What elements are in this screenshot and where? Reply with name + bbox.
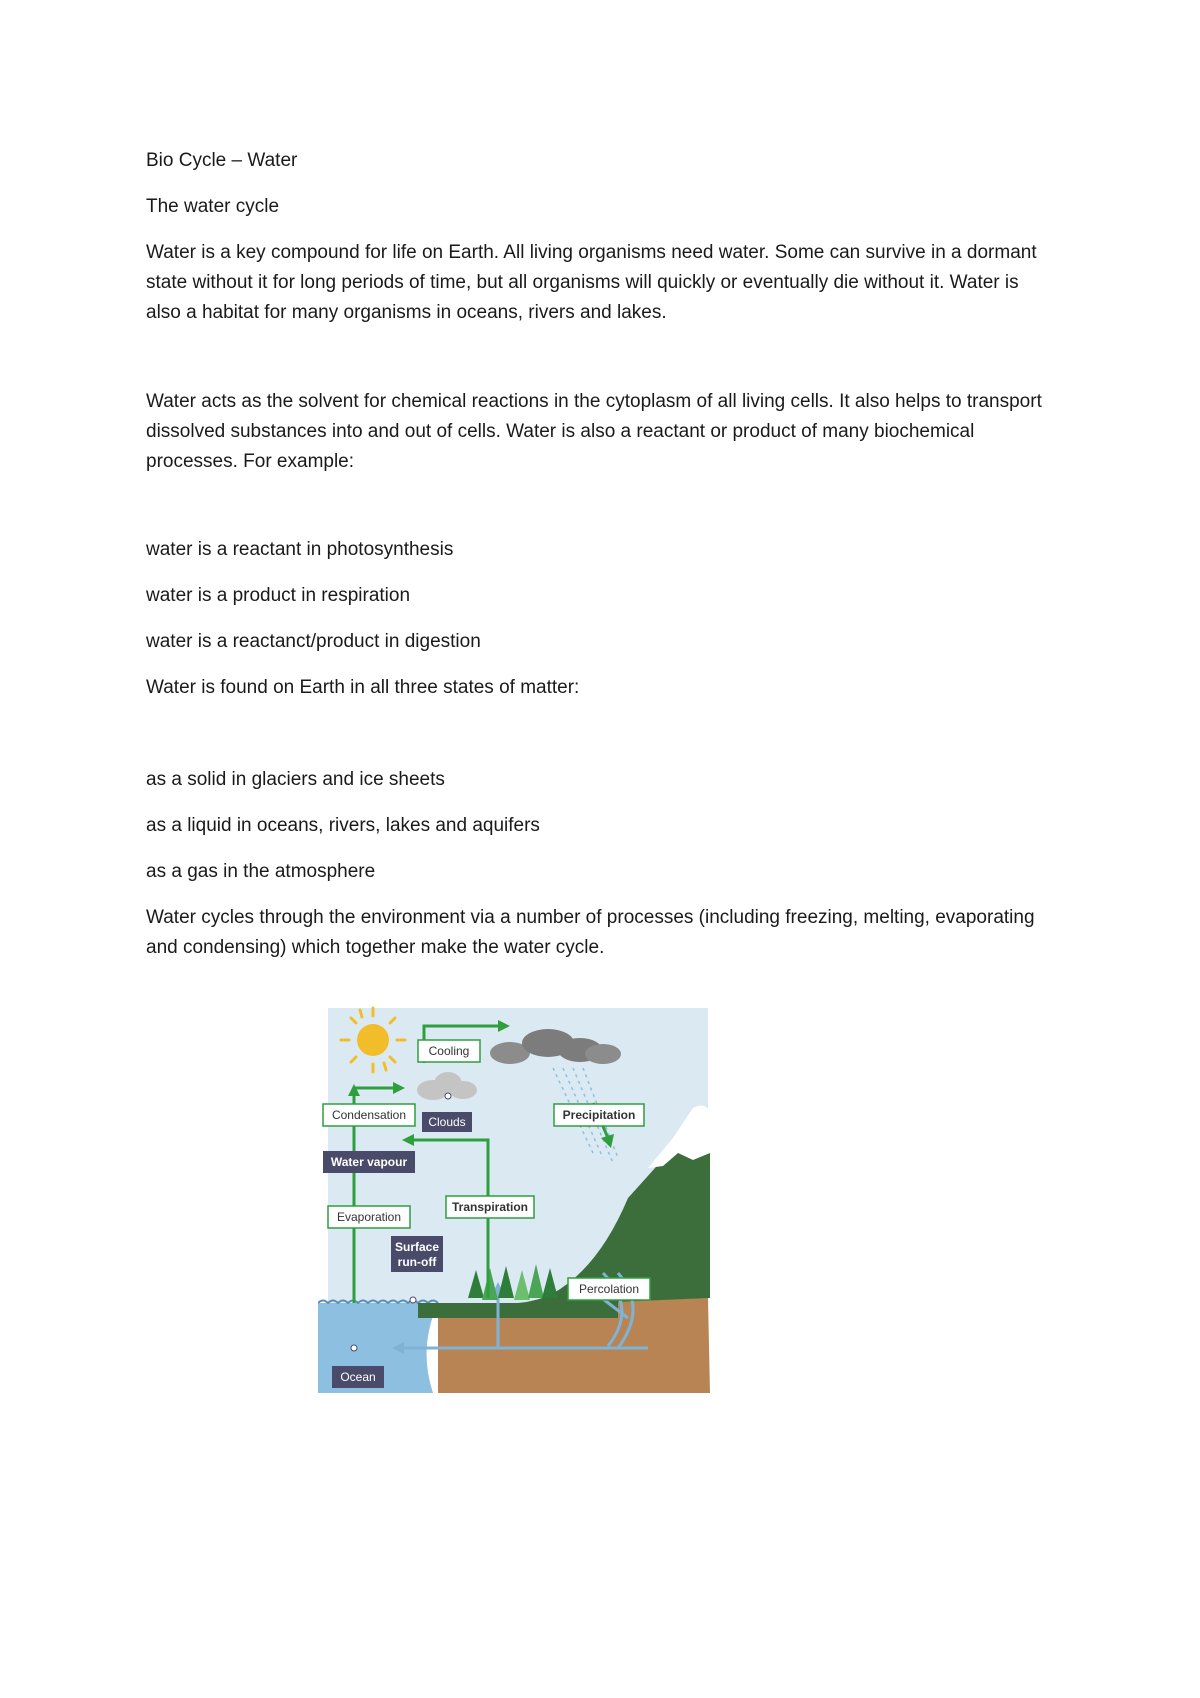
svg-text:Transpiration: Transpiration xyxy=(451,1200,529,1214)
label-percolation xyxy=(568,1278,650,1300)
pointer-dot xyxy=(410,1297,416,1303)
title-text: Bio Cycle – Water xyxy=(146,150,298,171)
list-item: as a solid in glaciers and ice sheets xyxy=(146,769,445,790)
svg-text:Surface: Surface xyxy=(394,1240,440,1254)
list-item: water is a reactant in photosynthesis xyxy=(146,539,454,560)
label-transpiration xyxy=(446,1196,534,1218)
label-clouds xyxy=(422,1112,472,1132)
document-title xyxy=(146,146,1046,176)
svg-text:Evaporation: Evaporation xyxy=(336,1210,402,1224)
svg-text:Percolation: Percolation xyxy=(578,1282,640,1296)
paragraph-intro xyxy=(146,238,1046,328)
paragraph-2-text: Water acts as the solvent for chemical reactions in the cytoplasm of all living cells. It also helps to transport dissolved substances into and out of cells. Water is also a reactant or product of many biochemical processes. For example: xyxy=(146,391,1042,472)
svg-text:Clouds: Clouds xyxy=(428,1115,466,1129)
list-item: as a liquid in oceans, rivers, lakes and aquifers xyxy=(146,815,540,836)
states-intro-text: Water is found on Earth in all three states of matter: xyxy=(146,677,580,698)
states-list xyxy=(146,765,1046,903)
svg-text:Water vapour: Water vapour xyxy=(330,1155,408,1169)
list-item: as a gas in the atmosphere xyxy=(146,861,376,882)
label-water-vapour xyxy=(323,1151,415,1173)
svg-text:Ocean: Ocean xyxy=(340,1370,376,1384)
subtitle-text: The water cycle xyxy=(146,196,280,217)
svg-text:Cooling: Cooling xyxy=(428,1044,470,1058)
examples-list xyxy=(146,535,1046,719)
svg-text:run-off: run-off xyxy=(397,1255,437,1269)
list-item: water is a reactanct/product in digestion xyxy=(146,631,481,652)
label-precipitation xyxy=(554,1104,644,1126)
section-heading xyxy=(146,192,1046,222)
svg-text:Precipitation: Precipitation xyxy=(562,1108,636,1122)
paragraph-solvent xyxy=(146,387,1046,477)
pointer-dot xyxy=(445,1093,451,1099)
paragraph-cycle xyxy=(146,903,1046,963)
label-ocean xyxy=(332,1366,384,1388)
paragraph-1-text: Water is a key compound for life on Earth. All living organisms need water. Some can survive in a dormant state without it for long periods of time, but all organisms will quickly or eventually die without it. Water is also a habitat for many organisms in oceans, rivers and lakes. xyxy=(146,242,1037,323)
svg-text:Condensation: Condensation xyxy=(331,1108,407,1122)
list-item: water is a product in respiration xyxy=(146,585,411,606)
label-condensation xyxy=(323,1104,415,1126)
label-surface-runoff xyxy=(391,1236,443,1272)
paragraph-3-text: Water cycles through the environment via a number of processes (including freezing, melting, evaporating and condensing) which together make the water cycle. xyxy=(146,907,1035,958)
label-cooling xyxy=(418,1040,480,1062)
pointer-dot xyxy=(351,1345,357,1351)
label-evaporation xyxy=(328,1206,410,1228)
water-cycle-diagram xyxy=(318,988,718,1398)
